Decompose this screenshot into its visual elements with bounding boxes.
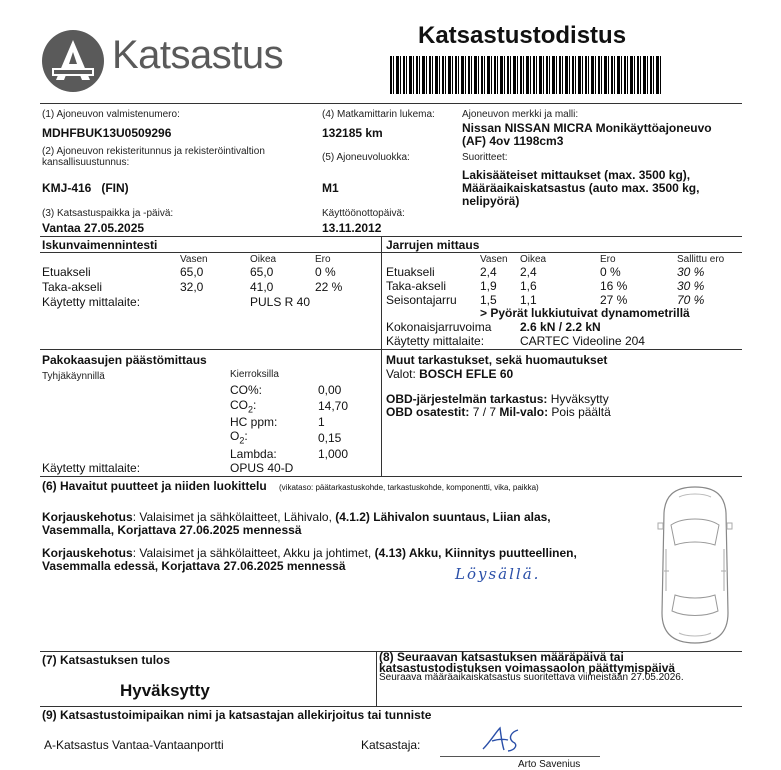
- brakes-note: > Pyörät lukkiutuivat dynamometrillä: [480, 306, 690, 320]
- defect-level: Korjauskehotus: [42, 510, 133, 524]
- brakes-row-allowed: 70 %: [677, 293, 705, 307]
- handwritten-signature-icon: [480, 724, 528, 754]
- defects-title: (6) Havaitut puutteet ja niiden luokittelu: [42, 479, 267, 493]
- obd-line: [386, 392, 609, 406]
- result-title: (7) Katsastuksen tulos: [42, 653, 171, 667]
- shock-row-right: 65,0: [250, 265, 274, 279]
- emissions-device-label: Käytetty mittalaite:: [42, 461, 141, 475]
- brakes-row-left: 1,5: [480, 293, 497, 307]
- emissions-row-name: HC ppm:: [230, 415, 278, 429]
- shock-row-diff: 22 %: [315, 280, 343, 294]
- result-value: Hyväksytty: [120, 681, 210, 700]
- place-label: (3) Katsastuspaikka ja -päivä:: [42, 208, 174, 219]
- brakes-title: Jarrujen mittaus: [386, 238, 480, 252]
- obd-value: Hyväksytty: [550, 392, 609, 406]
- reg-value: KMJ-416 (FIN): [42, 181, 129, 195]
- obd-faults-label: OBD osatestit:: [386, 405, 470, 419]
- defects-legend: (vikataso: päätarkastuskohde, tarkastuskohde, komponentti, vika, paikka): [279, 483, 539, 492]
- shock-device-value: PULS R 40: [250, 295, 311, 309]
- brakes-row-allowed: 30 %: [677, 265, 705, 279]
- mil-label: Mil-valo:: [499, 405, 549, 419]
- signature-image: [480, 724, 528, 759]
- emissions-device-value: OPUS 40-D: [230, 461, 294, 475]
- brakes-row-left: 1,9: [480, 279, 497, 293]
- done-value-2: Määräaikaiskatsastus (auto max. 3500 kg,: [462, 181, 700, 195]
- other-title: Muut tarkastukset, sekä huomautukset: [386, 353, 608, 367]
- done-label: Suoritteet:: [462, 152, 508, 163]
- brakes-row-name: Taka-akseli: [386, 279, 447, 293]
- brakes-col-left: Vasen: [480, 254, 508, 265]
- brakes-col-right: Oikea: [520, 254, 547, 265]
- shock-row-left: 32,0: [180, 280, 204, 294]
- a-logo-icon: [40, 28, 106, 94]
- emissions-rpm-label: Kierroksilla: [230, 369, 279, 380]
- reg-label: (2) Ajoneuvon rekisteritunnus ja rekisteröintivaltion kansallisuustunnus:: [42, 146, 265, 168]
- shock-row-left: 65,0: [180, 265, 204, 279]
- make-label: Ajoneuvon merkki ja malli:: [462, 109, 579, 120]
- brakes-col-allowed: Sallittu ero: [677, 254, 725, 265]
- obd-label: OBD-järjestelmän tarkastus:: [386, 392, 548, 406]
- place-value: Vantaa 27.05.2025: [42, 221, 145, 235]
- brand-name: Katsastus: [112, 33, 284, 77]
- use-value: 13.11.2012: [322, 221, 382, 235]
- shock-row-name: Taka-akseli: [42, 280, 103, 294]
- brakes-row-right: 2,4: [520, 265, 537, 279]
- done-value-3: nelipyörä): [462, 194, 520, 208]
- inspection-place: A-Katsastus Vantaa-Vantaanportti: [44, 738, 224, 752]
- brakes-device-value: CARTEC Videoline 204: [520, 334, 645, 348]
- logo: [40, 28, 106, 99]
- emissions-row-value: 1: [318, 415, 325, 429]
- shock-col-left: Vasen: [180, 254, 208, 265]
- brakes-row-right: 1,1: [520, 293, 537, 307]
- emissions-row-value: 14,70: [318, 399, 349, 413]
- handwritten-note: Löysällä.: [455, 565, 541, 583]
- emissions-title: Pakokaasujen päästömittaus: [42, 353, 207, 367]
- shock-row-right: 41,0: [250, 280, 274, 294]
- emissions-row-name: $O_2$:: [230, 429, 248, 446]
- brakes-row-name: Etuakseli: [386, 265, 435, 279]
- next-text: Seuraava määräaikaiskatsastus suoritettava viimeistään 27.05.2026.: [379, 672, 684, 683]
- lights-label: Valot:: [386, 367, 416, 381]
- next-title-1: (8) Seuraavan katsastuksen määräpäivä tai: [379, 650, 624, 664]
- defect-desc: : Valaisimet ja sähkölaitteet, Lähivalo,: [132, 510, 332, 524]
- shock-row-diff: 0 %: [315, 265, 336, 279]
- defect-line2: Vasemmalla, Korjattava 27.06.2025 mennessä: [42, 523, 302, 537]
- shock-device-label: Käytetty mittalaite:: [42, 295, 141, 309]
- emissions-row-value: 1,000: [318, 447, 349, 461]
- lights-value: BOSCH EFLE 60: [419, 367, 514, 381]
- shock-col-diff: Ero: [315, 254, 331, 265]
- mil-value: Pois päältä: [551, 405, 611, 419]
- obd-faults-line: [386, 405, 611, 419]
- emissions-row-name: Lambda:: [230, 447, 277, 461]
- emissions-idle-label: Tyhjäkäynnillä: [42, 371, 105, 382]
- brakes-row-left: 2,4: [480, 265, 497, 279]
- make-value-1: Nissan NISSAN MICRA Monikäyttöajoneuvo: [462, 121, 712, 135]
- vin-value: MDHFBUK13U0509296: [42, 126, 172, 140]
- brakes-total-value: 2.6 kN / 2.2 kN: [520, 320, 601, 334]
- barcode: [390, 56, 662, 94]
- shock-col-right: Oikea: [250, 254, 277, 265]
- emissions-row-value: 0,00: [318, 383, 342, 397]
- defect-level: Korjauskehotus: [42, 546, 133, 560]
- brakes-col-diff: Ero: [600, 254, 616, 265]
- document-title: Katsastustodistus: [418, 22, 627, 49]
- brakes-row-diff: 0 %: [600, 265, 621, 279]
- defect-item: [42, 510, 551, 524]
- vin-label: (1) Ajoneuvon valmistenumero:: [42, 109, 180, 120]
- car-diagram: [655, 483, 735, 653]
- class-value: M1: [322, 181, 339, 195]
- brakes-row-diff: 16 %: [600, 279, 628, 293]
- done-value-1: Lakisääteiset mittaukset (max. 3500 kg),: [462, 168, 691, 182]
- use-label: Käyttöönottopäivä:: [322, 208, 405, 219]
- defect-item: [42, 546, 577, 560]
- brakes-row-right: 1,6: [520, 279, 537, 293]
- brakes-total-label: Kokonaisjarruvoima: [386, 320, 492, 334]
- defect-code: (4.13) Akku, Kiinnitys puutteellinen,: [374, 546, 577, 560]
- inspector-name: Arto Savenius: [518, 759, 581, 770]
- brakes-row-allowed: 30 %: [677, 279, 705, 293]
- next-title-2: katsastustodistuksen voimassaolon päättymispäivä: [379, 661, 676, 675]
- defect-line2: Vasemmalla edessä, Korjattava 27.06.2025 mennessä: [42, 559, 346, 573]
- emissions-row-value: 0,15: [318, 431, 342, 445]
- brakes-device-label: Käytetty mittalaite:: [386, 334, 485, 348]
- emissions-row-name: CO%:: [230, 383, 263, 397]
- odo-value: 132185 km: [322, 126, 383, 140]
- brakes-row-name: Seisontajarru: [386, 293, 457, 307]
- shock-title: Iskunvaimennintesti: [42, 238, 158, 252]
- defect-desc: : Valaisimet ja sähkölaitteet, Akku ja johtimet,: [132, 546, 372, 560]
- shock-row-name: Etuakseli: [42, 265, 91, 279]
- emissions-row-name: $CO_2$:: [230, 398, 257, 415]
- obd-faults-value: 7 / 7: [472, 405, 497, 419]
- class-label: (5) Ajoneuvoluokka:: [322, 152, 410, 163]
- inspector-label: Katsastaja:: [361, 738, 421, 752]
- make-value-2: (AF) 4ov 1198cm3: [462, 134, 564, 148]
- defect-code: (4.1.2) Lähivalon suuntaus, Liian alas,: [335, 510, 551, 524]
- signature-title: (9) Katsastustoimipaikan nimi ja katsastajan allekirjoitus tai tunniste: [42, 708, 432, 722]
- lights-line: [386, 367, 513, 381]
- odo-label: (4) Matkamittarin lukema:: [322, 109, 435, 120]
- car-top-view-icon: [655, 483, 735, 648]
- brakes-row-diff: 27 %: [600, 293, 628, 307]
